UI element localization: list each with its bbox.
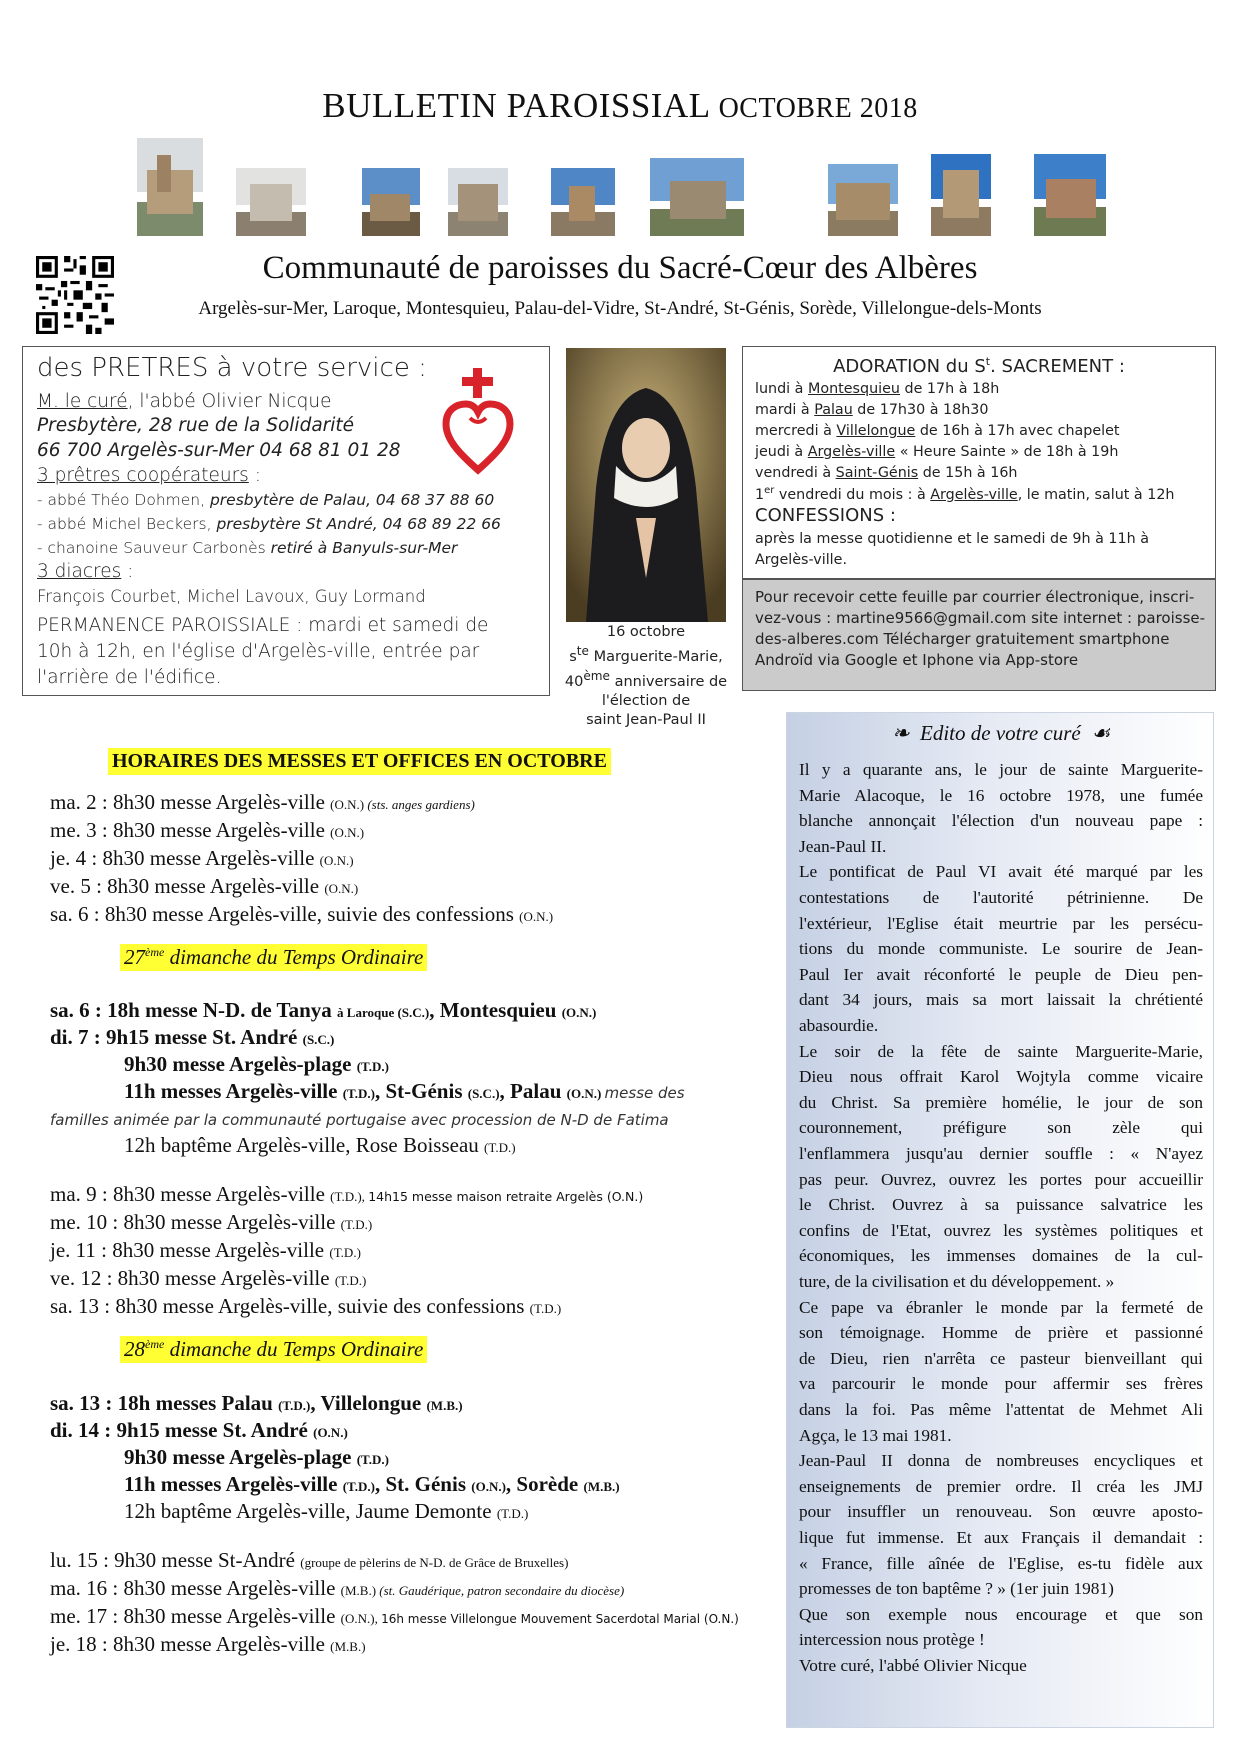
- schedule-row: [50, 1632, 366, 1657]
- confessions-heading: CONFESSIONS :: [755, 505, 896, 526]
- caption-text: anniversaire de: [609, 673, 728, 690]
- celebrant-code: (T.D.): [334, 1273, 367, 1288]
- schedule-note: familles animée par la communauté portugaise avec procession de N-D de Fatima: [50, 1111, 669, 1129]
- celebrant-code: (M.B.): [426, 1398, 463, 1413]
- celebrant-code: (O.N.): [519, 909, 554, 924]
- schedule-main: di. 14 : 9h15 messe St. André: [50, 1418, 314, 1442]
- adoration-time: de 17h à 18h: [899, 381, 1000, 397]
- coop-colon: :: [248, 465, 261, 486]
- fleuron-right-icon: ☙: [1091, 721, 1111, 745]
- schedule-row: [50, 790, 475, 815]
- community-name: Communauté de paroisses du Sacré-Cœur des Albères: [262, 250, 978, 286]
- schedule-title: HORAIRES DES MESSES ET OFFICES EN OCTOBRE: [108, 748, 611, 775]
- edito-line: Marie Alacoque, le 16 octobre 1978, une fumée: [799, 785, 1203, 805]
- edito-line: tions du monde communiste. Le sourire de Jean-: [799, 939, 1203, 959]
- adoration-place: Montesquieu: [808, 381, 900, 397]
- adoration-time: de 15h à 16h: [918, 465, 1018, 481]
- schedule-main: , Villelongue: [310, 1391, 427, 1415]
- caption-num: 40: [564, 673, 584, 690]
- edito-line: économiques, les immenses domaines de la cul-: [799, 1246, 1203, 1266]
- schedule-note: (sts. anges gardiens): [367, 797, 475, 812]
- caption-s: s: [569, 648, 577, 665]
- adoration-place: Palau: [814, 402, 853, 418]
- edito-line: Dieu nous offrait Karol Wojtyla comme vicaire: [799, 1067, 1203, 1087]
- celebrant-code: (M.B.): [330, 1639, 366, 1654]
- adoration-heading-rest: . SACREMENT :: [990, 356, 1125, 377]
- first-friday-num: 1: [755, 486, 765, 503]
- signup-line-3[interactable]: des-alberes.com Télécharger gratuitement smartphone: [755, 630, 1170, 648]
- schedule-row: [124, 1133, 516, 1158]
- caption-pope: saint Jean-Paul II: [586, 711, 706, 728]
- coop-heading: [37, 465, 261, 486]
- edito-line: blanche annonçait l'élection d'un nouveau pape :: [799, 811, 1203, 831]
- sunday-27-heading: [120, 944, 427, 971]
- address-line-2: 66 700 Argelès-sur-Mer 04 68 81 01 28: [37, 440, 401, 461]
- schedule-main: 12h baptême Argelès-ville, Jaume Demonte: [124, 1499, 497, 1523]
- edito-line: pas peur. Ouvrez, ouvrez les portes pour accueillir: [799, 1169, 1203, 1189]
- edito-line: de Dieu, rien n'arrêta ce pasteur bienveillant qui: [799, 1348, 1203, 1368]
- edito-line: enseignements de premier ordre. Il créa les JMJ: [799, 1476, 1203, 1496]
- schedule-main: me. 17 : 8h30 messe Argelès-ville: [50, 1604, 341, 1628]
- edito-line: Que son exemple nous encourage et que son: [799, 1604, 1203, 1624]
- adoration-place: Argelès-ville: [807, 444, 896, 460]
- schedule-row: [50, 1576, 624, 1601]
- schedule-main: sa. 13 : 8h30 messe Argelès-ville, suivie des confessions: [50, 1294, 530, 1318]
- celebrant-code: (T.D.): [342, 1086, 375, 1101]
- adoration-day: vendredi à: [755, 465, 836, 481]
- confessions-line-2: Argelès-ville.: [755, 552, 847, 568]
- schedule-row: [50, 902, 553, 927]
- edito-line: contestations de l'autorité pétrinienne. De: [799, 888, 1203, 907]
- schedule-row: [124, 1079, 685, 1104]
- adoration-time: de 17h30 à 18h30: [852, 402, 989, 418]
- schedule-main: ma. 9 : 8h30 messe Argelès-ville: [50, 1182, 331, 1206]
- diacres-colon: :: [121, 561, 134, 582]
- schedule-row: [50, 846, 354, 871]
- coop-name: - chanoine Sauveur Carbonès: [37, 539, 271, 557]
- schedule-row: [50, 1548, 568, 1573]
- celebrant-code: (M.B.): [583, 1479, 620, 1494]
- celebrant-code: (O.N.): [566, 1086, 605, 1101]
- schedule-row: [50, 998, 596, 1023]
- adoration-heading-text: ADORATION du S: [833, 356, 986, 377]
- first-friday-text: vendredi du mois : à: [774, 486, 931, 503]
- sunday-sup: ème: [145, 945, 165, 959]
- edito-line: dant 34 jours, mais sa mort laissait la chrétienté: [799, 990, 1203, 1010]
- schedule-note-row: [50, 1106, 669, 1131]
- schedule-main: sa. 6 : 8h30 messe Argelès-ville, suivie des confessions: [50, 902, 520, 926]
- village-list: Argelès-sur-Mer, Laroque, Montesquieu, Palau-del-Vidre, St-André, St-Génis, Sorède, Villelongue-dels-Monts: [198, 298, 1042, 319]
- signup-line-1: Pour recevoir cette feuille par courrier électronique, inscri-: [755, 588, 1195, 606]
- schedule-main: ma. 2 : 8h30 messe Argelès-ville: [50, 790, 331, 814]
- coop-item: [37, 491, 494, 509]
- celebrant-code: (O.N.): [319, 853, 354, 868]
- celebrant-code: (T.D.): [278, 1398, 311, 1413]
- church-photo-villelongue: [1034, 154, 1106, 236]
- edito-line: Ce pape va ébranler le monde par la fermeté de: [799, 1297, 1203, 1317]
- adoration-line: [755, 423, 1120, 439]
- church-photo-argeles: [137, 138, 203, 236]
- confessions-line-1: après la messe quotidienne et le samedi de 9h à 11h à: [755, 531, 1149, 547]
- edito-line: confins de l'Etat, ouvrez les systèmes politiques et: [799, 1220, 1203, 1240]
- edito-line: Paul Ier avait réconforté le peuple de Dieu pen-: [799, 964, 1203, 984]
- edito-line: Agça, le 13 mai 1981.: [799, 1425, 952, 1445]
- portrait-caption: [560, 623, 732, 730]
- sunday-28-heading: [120, 1336, 427, 1363]
- edito-line: ture, de la civilisation et du développement. »: [799, 1272, 1115, 1291]
- sacred-heart-icon: [440, 366, 516, 476]
- diacres-heading-text: 3 diacres: [37, 561, 122, 582]
- celebrant-code: (M.B.): [340, 1583, 380, 1598]
- diacres-names: François Courbet, Michel Lavoux, Guy Lormand: [37, 587, 426, 606]
- schedule-row: [124, 1472, 620, 1497]
- schedule-main: 12h baptême Argelès-ville, Rose Boisseau: [124, 1133, 485, 1157]
- signup-line-4: Androïd via Google et Iphone via App-store: [755, 651, 1079, 669]
- address-line-1: Presbytère, 28 rue de la Solidarité: [37, 415, 355, 436]
- caption-name: Marguerite-Marie,: [588, 648, 723, 665]
- celebrant-code: (T.D.),: [330, 1189, 369, 1204]
- schedule-row: [50, 1238, 361, 1263]
- celebrant-code: (S.C.): [302, 1032, 335, 1047]
- adoration-line: [755, 381, 999, 397]
- celebrant-code: (O.N.): [313, 1425, 348, 1440]
- first-friday-sup: er: [764, 485, 775, 496]
- title-month: OCTOBRE 2018: [718, 93, 918, 124]
- signup-line-2[interactable]: vez-vous : martine9566@gmail.com site internet : paroisse-: [755, 609, 1206, 627]
- coop-info: retiré à Banyuls-sur-Mer: [270, 539, 458, 557]
- adoration-place: Saint-Génis: [835, 465, 919, 481]
- sunday-sup: ème: [145, 1337, 165, 1351]
- schedule-main: , St. Génis: [374, 1472, 472, 1496]
- schedule-main: di. 7 : 9h15 messe St. André: [50, 1025, 303, 1049]
- title-main: BULLETIN PAROISSIAL: [322, 86, 710, 125]
- schedule-row: [50, 1418, 348, 1443]
- edito-line: va parcourir le monde pour affermir ses frères: [799, 1374, 1203, 1394]
- edito-line: le Christ. Ouvrez à sa puissance salvatrice les: [799, 1195, 1203, 1215]
- schedule-main: je. 18 : 8h30 messe Argelès-ville: [50, 1632, 331, 1656]
- coop-info: presbytère St André, 04 68 89 22 66: [216, 515, 501, 533]
- adoration-time: « Heure Sainte » de 18h à 19h: [895, 444, 1119, 460]
- schedule-row: [50, 874, 358, 899]
- coop-name: - abbé Michel Beckers,: [37, 515, 217, 533]
- coop-item: [37, 539, 457, 557]
- schedule-row: [50, 1391, 463, 1416]
- coop-info: presbytère de Palau, 04 68 37 88 60: [209, 491, 495, 509]
- celebrant-code: (T.D.): [342, 1479, 375, 1494]
- caption-sup: te: [576, 644, 589, 658]
- schedule-row: [50, 1604, 739, 1629]
- caption-sup: ème: [583, 668, 610, 683]
- cure-title: M. le curé: [37, 391, 128, 412]
- edito-line: Le soir de la fête de sainte Marguerite-Marie,: [799, 1041, 1203, 1061]
- priests-heading: des PRETRES à votre service :: [37, 353, 427, 383]
- schedule-row: [50, 1266, 366, 1291]
- edito-line: abasourdie.: [799, 1016, 879, 1035]
- schedule-main: ve. 5 : 8h30 messe Argelès-ville: [50, 874, 325, 898]
- edito-line: « France, fille aînée de l'Eglise, es-tu fidèle aux: [799, 1553, 1203, 1573]
- edito-line: Il y a quarante ans, le jour de sainte Marguerite-: [799, 760, 1203, 779]
- edito-title: [787, 721, 1215, 746]
- church-photo-montesquieu: [448, 168, 508, 236]
- edito-line: Jean-Paul II donna de nombreuses encycliques et: [799, 1451, 1203, 1471]
- schedule-note: 16h messe Villelongue Mouvement Sacerdotal Marial (O.N.): [381, 1612, 739, 1626]
- celebrant-code: (T.D.): [340, 1217, 373, 1232]
- caption-date: 16 octobre: [606, 624, 686, 640]
- celebrant-code: (T.D.): [496, 1506, 529, 1521]
- schedule-row: [124, 1499, 528, 1524]
- schedule-main: , St-Génis: [374, 1079, 468, 1103]
- schedule-main: me. 10 : 8h30 messe Argelès-ville: [50, 1210, 341, 1234]
- schedule-row: [124, 1445, 389, 1470]
- schedule-main: je. 11 : 8h30 messe Argelès-ville: [50, 1238, 330, 1262]
- schedule-note: messe des: [604, 1084, 685, 1102]
- first-friday-place: Argelès-ville: [930, 486, 1018, 503]
- diacres-heading: [37, 561, 133, 582]
- coop-name: - abbé Théo Dohmen,: [37, 491, 210, 509]
- adoration-sup: t: [985, 355, 991, 368]
- bulletin-title: [0, 86, 1240, 126]
- sunday-text: dimanche du Temps Ordinaire: [164, 945, 424, 969]
- schedule-main: 11h messes Argelès-ville: [124, 1079, 343, 1103]
- schedule-main: ma. 16 : 8h30 messe Argelès-ville: [50, 1576, 341, 1600]
- cure-name: , l'abbé Olivier Nicque: [127, 391, 332, 412]
- celebrant-code: (O.N.): [561, 1005, 597, 1020]
- celebrant-code: (O.N.): [330, 797, 368, 812]
- newsletter-signup-box: [742, 579, 1216, 691]
- schedule-main: me. 3 : 8h30 messe Argelès-ville: [50, 818, 331, 842]
- schedule-note: (groupe de pèlerins de N-D. de Grâce de Bruxelles): [300, 1555, 569, 1570]
- schedule-row: [50, 1182, 643, 1207]
- edito-line: Votre curé, l'abbé Olivier Nicque: [799, 1656, 1027, 1675]
- edito-title-text: Edito de votre curé: [920, 721, 1081, 745]
- coop-heading-text: 3 prêtres coopérateurs: [37, 465, 249, 486]
- first-friday-line: [755, 485, 1175, 503]
- sunday-text: dimanche du Temps Ordinaire: [164, 1337, 424, 1361]
- church-photo-laroque: [362, 168, 420, 236]
- schedule-row: [50, 1294, 561, 1319]
- edito-line: du Christ. Sa première homélie, le jour de son: [799, 1092, 1203, 1112]
- saint-marguerite-marie-portrait: [566, 348, 726, 622]
- coop-item: [37, 515, 501, 533]
- schedule-main: je. 4 : 8h30 messe Argelès-ville: [50, 846, 320, 870]
- schedule-main: 9h30 messe Argelès-plage: [124, 1445, 357, 1469]
- adoration-time: de 16h à 17h avec chapelet: [915, 423, 1120, 439]
- edito-line: son témoignage. Homme de prière et passionné: [799, 1323, 1203, 1343]
- schedule-main: 9h30 messe Argelès-plage: [124, 1052, 357, 1076]
- schedule-main: sa. 6 : 18h messe N-D. de Tanya: [50, 998, 338, 1022]
- adoration-day: mercredi à: [755, 423, 837, 439]
- adoration-place: Villelongue: [836, 423, 916, 439]
- celebrant-code: (S.C.): [467, 1086, 500, 1101]
- celebrant-code: à Laroque (S.C.): [337, 1005, 430, 1020]
- adoration-day: lundi à: [755, 381, 808, 397]
- edito-line: promesses de ton baptême ? » (1er juin 1981): [799, 1579, 1114, 1599]
- edito-line: dans la foi. Pas même l'attentat de Mehmet Ali: [799, 1400, 1203, 1419]
- schedule-main: , Palau: [499, 1079, 567, 1103]
- adoration-box: [742, 346, 1216, 579]
- schedule-main: , Montesquieu: [429, 998, 562, 1022]
- celebrant-code: (O.N.): [324, 881, 359, 896]
- permanence-line-1: PERMANENCE PAROISSIALE : mardi et samedi de: [37, 615, 489, 636]
- adoration-line: [755, 444, 1118, 460]
- schedule-row: [50, 1210, 372, 1235]
- celebrant-code: (O.N.),: [340, 1611, 382, 1626]
- fleuron-left-icon: ❧: [891, 721, 910, 745]
- edito-line: Jean-Paul II.: [799, 836, 887, 856]
- church-photo-st-andre: [650, 158, 744, 236]
- schedule-row: [50, 818, 364, 843]
- edito-line: l'enflammera jusqu'au dernier souffle : « N'ayez: [799, 1144, 1203, 1163]
- schedule-row: [50, 1025, 334, 1050]
- schedule-note: (st. Gaudérique, patron secondaire du diocèse): [379, 1583, 625, 1598]
- adoration-day: mardi à: [755, 402, 815, 418]
- schedule-row: [124, 1052, 389, 1077]
- permanence-line-3: l'arrière de l'édifice.: [37, 667, 222, 688]
- celebrant-code: (T.D.): [484, 1140, 516, 1155]
- edito-line: lique fut immense. Et aux Français il demandait :: [799, 1528, 1203, 1547]
- schedule-main: lu. 15 : 9h30 messe St-André: [50, 1548, 301, 1572]
- church-photo-st-genis: [828, 164, 898, 236]
- edito-line: pour insuffler un renouveau. Son œuvre aposto-: [799, 1502, 1203, 1522]
- schedule-main: , Sorède: [505, 1472, 584, 1496]
- sunday-num: 28: [124, 1337, 145, 1361]
- caption-saint: [560, 642, 732, 667]
- celebrant-code: (T.D.): [329, 1245, 361, 1260]
- adoration-heading: [743, 355, 1215, 377]
- edito-line: Le pontificat de Paul VI avait été marqué par les: [799, 862, 1203, 882]
- church-photo-palau: [551, 168, 615, 236]
- celebrant-code: (O.N.): [471, 1479, 506, 1494]
- edito-box: [786, 712, 1214, 1728]
- caption-election: l'élection de: [601, 692, 691, 709]
- edito-line: intercession nous protège !: [799, 1630, 985, 1650]
- cure-line: [37, 391, 331, 412]
- adoration-line: [755, 465, 1018, 481]
- edito-line: l'extérieur, l'Eglise était meurtrie par les persécu-: [799, 913, 1203, 933]
- caption-anniversary: [560, 667, 732, 692]
- adoration-day: jeudi à: [755, 444, 808, 460]
- schedule-main: ve. 12 : 8h30 messe Argelès-ville: [50, 1266, 335, 1290]
- schedule-main: sa. 13 : 18h messes Palau: [50, 1391, 279, 1415]
- first-friday-time: , le matin, salut à 12h: [1017, 486, 1175, 503]
- celebrant-code: (T.D.): [356, 1452, 389, 1467]
- schedule-main: 11h messes Argelès-ville: [124, 1472, 343, 1496]
- celebrant-code: (T.D.): [356, 1059, 389, 1074]
- church-photo-sorede: [931, 154, 991, 236]
- permanence-line-2: 10h à 12h, en l'église d'Argelès-ville, entrée par: [37, 641, 480, 662]
- celebrant-code: (O.N.): [330, 825, 365, 840]
- adoration-line: [755, 402, 988, 418]
- church-photo-argeles-plage: [236, 168, 306, 236]
- schedule-note: 14h15 messe maison retraite Argelès (O.N.): [368, 1189, 644, 1204]
- celebrant-code: (T.D.): [529, 1301, 562, 1316]
- sunday-num: 27: [124, 945, 145, 969]
- edito-line: couronnement, préfigure son zèle qui: [799, 1118, 1203, 1138]
